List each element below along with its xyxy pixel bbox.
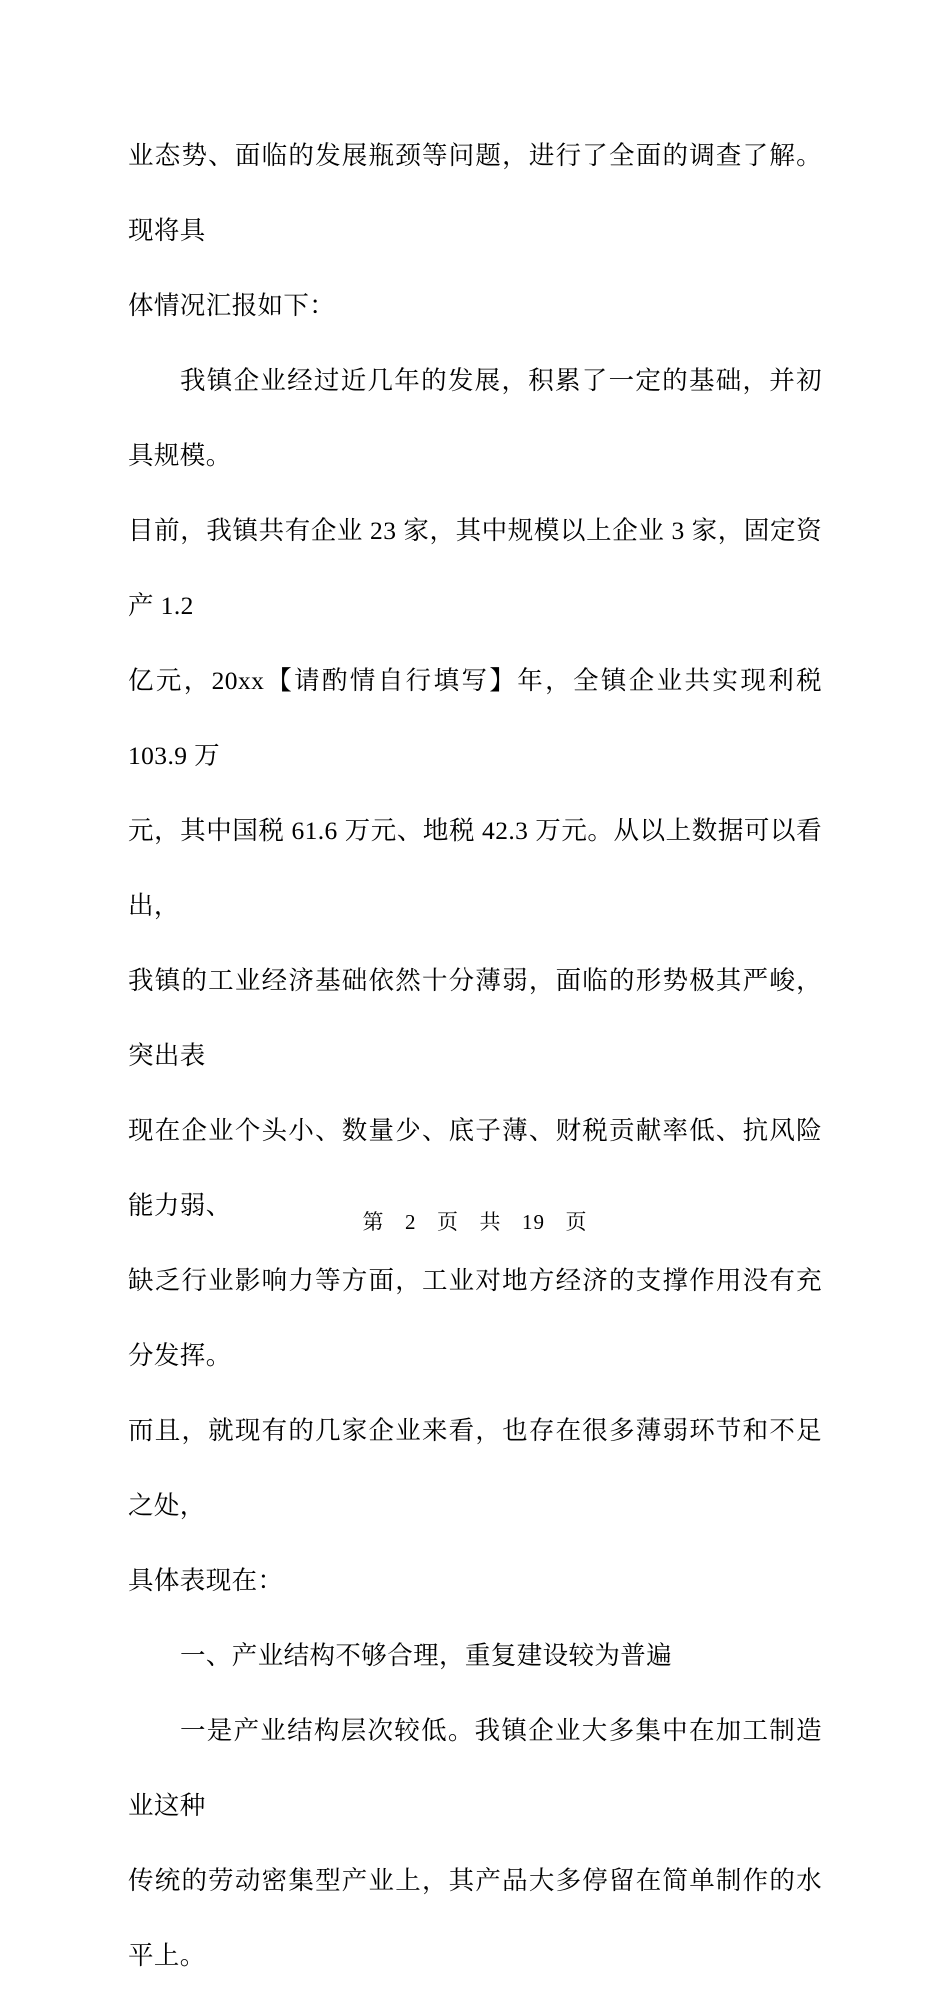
paragraph: 而且，就现有的几家企业来看，也存在很多薄弱环节和不足之处， (128, 1416, 822, 1520)
page-footer (0, 1206, 950, 1236)
paragraph: 业态势、面临的发展瓶颈等问题，进行了全面的调查了解。现将具 (128, 141, 822, 245)
paragraph: 目前，我镇共有企业 23 家，其中规模以上企业 3 家，固定资产 1.2 (128, 516, 822, 620)
paragraph: 我镇的工业经济基础依然十分薄弱，面临的形势极其严峻，突出表 (128, 966, 822, 1070)
paragraph: 我镇企业经过近几年的发展，积累了一定的基础，并初具规模。 (128, 366, 822, 470)
section-heading: 一、产业结构不够合理，重复建设较为普遍 (180, 1641, 673, 1670)
paragraph: 一是产业结构层次较低。我镇企业大多集中在加工制造业这种 (128, 1716, 822, 1820)
paragraph: 现在企业个头小、数量少、底子薄、财税贡献率低、抗风险能力弱、 (128, 1116, 822, 1220)
paragraph: 亿元，20xx【请酌情自行填写】年，全镇企业共实现利税 103.9 万 (128, 666, 822, 770)
footer-total-pages: 19 (522, 1210, 545, 1234)
paragraph: 具体表现在： (128, 1566, 284, 1595)
footer-page-prefix: 第 (362, 1210, 385, 1234)
footer-page-unit: 页 (437, 1210, 459, 1234)
paragraph: 传统的劳动密集型产业上，其产品大多停留在简单制作的水平上。 (128, 1866, 822, 1970)
footer-current-page: 2 (405, 1210, 417, 1234)
footer-total-prefix: 共 (479, 1210, 502, 1234)
paragraph: 元，其中国税 61.6 万元、地税 42.3 万元。从以上数据可以看出， (128, 816, 822, 920)
document-body (128, 118, 822, 1993)
footer-total-unit: 页 (565, 1210, 588, 1234)
paragraph: 体情况汇报如下： (128, 291, 336, 320)
paragraph: 缺乏行业影响力等方面，工业对地方经济的支撑作用没有充分发挥。 (128, 1266, 822, 1370)
